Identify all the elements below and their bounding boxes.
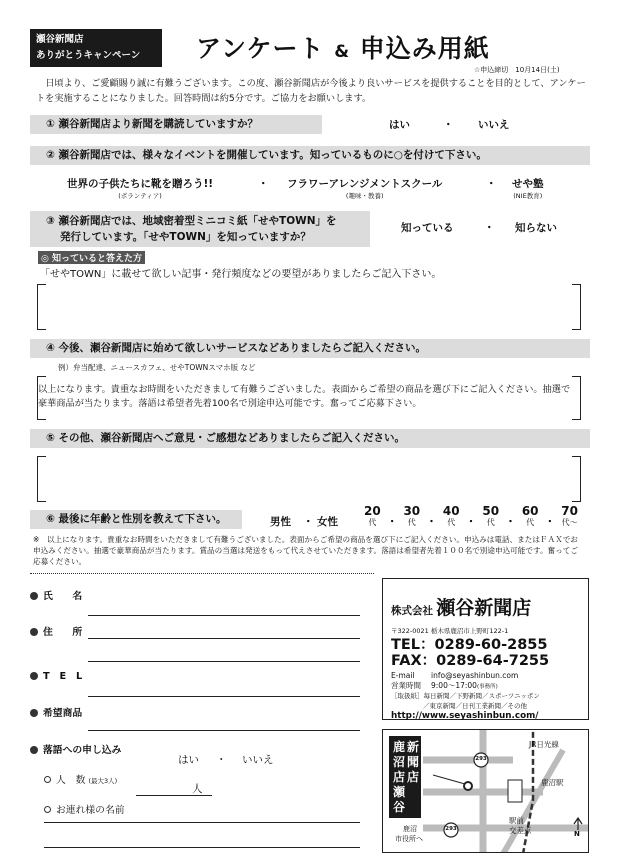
address-label-text: 住 所 <box>43 627 83 638</box>
q5-answer-box-right <box>572 456 581 502</box>
people-label <box>44 772 117 786</box>
q6-age-number: 20 <box>364 504 381 518</box>
company-card <box>382 578 589 720</box>
badge-line-2: ありがとうキャンペーン <box>36 50 141 61</box>
map-station: 鹿沼駅 <box>541 778 564 787</box>
q2-option-flower-label: フラワーアレンジメントスクール <box>287 178 443 190</box>
map-city-hall-1: 鹿沼 <box>403 825 417 833</box>
rakugo-label-text: 落語への申し込み <box>43 745 122 756</box>
closing-note: ※ 以上になります。貴重なお時間をいただきまして有難うございました。表面からご希望の商品を選び下にご記入ください。申込みは電話、またはＦＡＸでお申込みください。抽選で豪華商品が当たります。賞品の当選は発送をもって代えさせていただきます。落語は希望者先着１００名で別途申込可能です。奮ってご応募ください。 <box>33 535 578 566</box>
store-name-char: 聞 <box>406 755 419 769</box>
people-field[interactable] <box>136 795 212 796</box>
q3-answer-area[interactable] <box>48 286 568 328</box>
q3-answer-box-left <box>37 284 46 330</box>
q6-age-unit: 代〜 <box>561 518 578 527</box>
address-field-2[interactable] <box>88 661 360 662</box>
name-label <box>30 588 82 602</box>
q2-option-seyajuku-sub: (NIE教育) <box>513 192 543 200</box>
papers-line-1: 毎日新聞／下野新聞／スポーツニッポン <box>423 692 540 700</box>
q6-age-option[interactable] <box>443 506 460 529</box>
q2-option-flower-sub: (趣味・教養) <box>345 192 384 200</box>
email-address[interactable]: info@seyashinbun.com <box>431 671 519 680</box>
q6-age-option[interactable] <box>364 506 381 529</box>
map-city-hall <box>395 824 423 844</box>
title-part-2: 申込み用紙 <box>359 34 490 63</box>
q6-gender-separator: ・ <box>303 516 314 528</box>
companion-label <box>44 802 125 816</box>
circle-bullet-icon <box>44 806 51 813</box>
map-crossing <box>509 816 532 836</box>
store-name-char: 店 <box>406 770 419 784</box>
q2-option-volunteer[interactable] <box>67 176 213 200</box>
q6-male-option[interactable]: 男性 <box>270 516 291 528</box>
people-unit: 人 <box>192 783 203 795</box>
q2-option-volunteer-label: 世界の子供たちに靴を贈ろう!! <box>67 178 214 190</box>
email-label: E-mail <box>391 671 415 680</box>
tel-field[interactable] <box>88 696 360 697</box>
store-name-char: 瀬 <box>393 785 406 799</box>
store-name-char: 鹿 <box>393 740 406 754</box>
question-6: ⑥ 最後に年齢と性別を教えて下さい。 <box>30 510 242 529</box>
name-field[interactable] <box>88 615 360 616</box>
q1-yes-option[interactable]: はい <box>389 119 410 131</box>
title-ampersand: & <box>334 42 351 62</box>
deadline: ☆申込締切 10月14日(土) <box>474 66 560 74</box>
company-address: 〒322-0021 栃木県鹿沼市上野町122-1 <box>391 627 509 635</box>
store-name-char: 谷 <box>393 800 406 814</box>
address-label <box>30 624 82 638</box>
q6-age-option[interactable] <box>522 506 539 529</box>
papers-line-2: ／東京新聞／日刊工業新聞／その他 <box>423 702 527 710</box>
map-crossing-2: 交差点 <box>509 826 532 835</box>
route-sign-b: 293 <box>445 826 457 832</box>
people-note: (最大3人) <box>88 777 118 785</box>
map-north: N <box>574 830 580 838</box>
companion-field-2[interactable] <box>44 847 360 848</box>
company-hours-row <box>391 680 580 691</box>
q6-female-option[interactable]: 女性 <box>317 516 338 528</box>
bullet-icon <box>30 746 38 754</box>
company-fax <box>391 653 580 669</box>
q6-age-unit: 代 <box>486 518 495 527</box>
tel-label-big: TEL： <box>391 637 435 653</box>
q3-yes-option[interactable]: 知っている <box>401 222 454 234</box>
q1-no-option[interactable]: いいえ <box>478 119 510 131</box>
q6-age-separator: ・ <box>465 516 477 528</box>
map-jr-line: JR日光線 <box>529 740 559 749</box>
wish-label-text: 希望商品 <box>43 708 83 719</box>
q6-age-separator: ・ <box>505 516 516 528</box>
q6-age-number: 30 <box>403 504 421 518</box>
q6-age-number: 40 <box>442 504 460 518</box>
people-label-text: 人 数 <box>56 775 86 786</box>
q6-age-unit: 代 <box>407 518 416 527</box>
company-url[interactable]: http://www.seyashinbun.com/ <box>391 711 539 721</box>
q6-age-option[interactable] <box>561 506 578 529</box>
map-crossing-1: 駅前 <box>509 816 524 825</box>
q3-sub-text: 「せやTOWN」に載せて欲しい記事・発行頻度などの要望がありましたらご記入下さい。 <box>40 269 442 280</box>
tel-number[interactable]: 0289-60-2855 <box>434 637 548 653</box>
q2-option-volunteer-sub: (ボランティア) <box>118 192 162 200</box>
company-email-row <box>391 671 580 680</box>
hours-label: 営業時間 <box>391 681 421 690</box>
question-2: ② 瀬谷新聞店では、様々なイベントを開催しています。知っているものに○を付けて下さい。 <box>30 146 590 165</box>
q6-age-option[interactable] <box>482 506 499 529</box>
q6-age-number: 50 <box>482 504 500 518</box>
q5-answer-box-left <box>37 456 46 502</box>
question-4: ④ 今後、瀬谷新聞店に始めて欲しいサービスなどありましたらご記入ください。 <box>30 339 590 358</box>
papers-label: ［取扱紙］ <box>391 692 424 700</box>
q6-age-separator: ・ <box>426 516 437 528</box>
company-papers-row <box>391 691 580 701</box>
tel-label-text: T E L <box>43 671 83 682</box>
q3-separator: ・ <box>484 222 495 234</box>
q6-age-separator: ・ <box>386 516 398 528</box>
rakugo-label <box>30 742 121 756</box>
question-3-line-2: 発行しています。「せやTOWN」を知っていますか？ <box>60 231 311 243</box>
address-field-1[interactable] <box>88 638 360 639</box>
bullet-icon <box>30 592 38 600</box>
dotted-divider <box>30 573 374 574</box>
rakugo-yes-option[interactable]: はい <box>178 754 199 766</box>
fax-number: 0289-64-7255 <box>436 653 550 669</box>
question-3 <box>30 211 370 247</box>
companion-field-1[interactable] <box>44 822 360 823</box>
store-name-char: 沼 <box>393 755 406 769</box>
company-name-row <box>391 593 580 620</box>
route-sign-a: 293 <box>475 756 487 762</box>
map-city-hall-2: 市役所へ <box>395 835 423 843</box>
q2-option-seyajuku[interactable] <box>512 176 544 200</box>
q5-answer-area[interactable] <box>48 458 568 500</box>
rakugo-separator: ・ <box>216 754 227 766</box>
page-title <box>196 29 490 65</box>
name-label-text: 氏 名 <box>43 591 83 602</box>
store-name-char: 新 <box>406 740 419 754</box>
q6-age-separator: ・ <box>544 516 556 528</box>
fax-label-big: FAX： <box>391 653 437 669</box>
q3-no-option[interactable]: 知らない <box>515 222 557 234</box>
q1-separator: ・ <box>443 119 454 131</box>
hours-note: (事務所) <box>476 684 498 690</box>
q4-overlay-text[interactable]: 以上になります。貴重なお時間をいただきまして有難うございました。表面からご希望の商品を選び下にご記入ください。抽選で豪華商品が当たります。落語は希望者先着100名で別途申込可能です。奮ってご応募下さい。 <box>38 384 571 409</box>
q2-option-seyajuku-label: せや塾 <box>512 178 544 190</box>
bullet-icon <box>30 709 38 717</box>
intro-text: 日頃より、ご愛顧賜り誠に有難うございます。この度、瀬谷新聞店が今後より良いサービスを提供することを目的として、アンケートを実施することになりました。回答時間は約5分です。ご協力をお願いします。 <box>36 78 586 104</box>
company-name: 瀬谷新聞店 <box>436 597 532 619</box>
q6-age-unit: 代 <box>368 518 377 527</box>
circle-bullet-icon <box>44 776 51 783</box>
q3-answer-box-right <box>572 284 581 330</box>
companion-label-text: お連れ様の名前 <box>56 805 125 816</box>
bullet-icon <box>30 672 38 680</box>
q6-age-unit: 代 <box>447 518 456 527</box>
store-location-icon <box>464 782 472 790</box>
q6-age-number: 60 <box>521 504 539 518</box>
question-5: ⑤ その他、瀬谷新聞店へご意見・ご感想などありましたらご記入ください。 <box>30 429 590 448</box>
badge-line-1: 瀬谷新聞店 <box>36 34 84 45</box>
q2-separator-2: ・ <box>486 178 497 190</box>
tel-label <box>30 668 82 682</box>
q6-age-option[interactable] <box>403 506 420 529</box>
question-3-line-1: ③ 瀬谷新聞店では、地域密着型ミニコミ紙「せやTOWN」を <box>46 215 337 227</box>
question-1: ① 瀬谷新聞店より新聞を購読していますか？ <box>30 115 322 134</box>
wish-field[interactable] <box>88 730 360 731</box>
store-name-char: 店 <box>393 770 406 784</box>
campaign-badge <box>30 29 162 67</box>
title-part-1: アンケート <box>196 34 325 63</box>
q6-age-unit: 代 <box>526 518 535 527</box>
q2-separator-1: ・ <box>258 178 269 190</box>
q6-age-options <box>364 506 578 529</box>
q4-example: 例）弁当配達、ニュースカフェ、せやTOWNスマホ版 など <box>58 363 256 372</box>
q6-age-number: 70 <box>561 504 578 518</box>
company-prefix: 株式会社 <box>391 605 433 617</box>
store-name-vertical <box>393 740 419 818</box>
q2-option-flower[interactable] <box>287 176 442 200</box>
hours-value: 9:00～17:00 <box>431 681 477 690</box>
store-map <box>382 729 589 853</box>
company-tel <box>391 637 580 653</box>
bullet-icon <box>30 628 38 636</box>
rakugo-no-option[interactable]: いいえ <box>242 754 274 766</box>
wish-label <box>30 705 82 719</box>
q3-sub-heading: ◎ 知っていると答えた方 <box>38 251 145 264</box>
